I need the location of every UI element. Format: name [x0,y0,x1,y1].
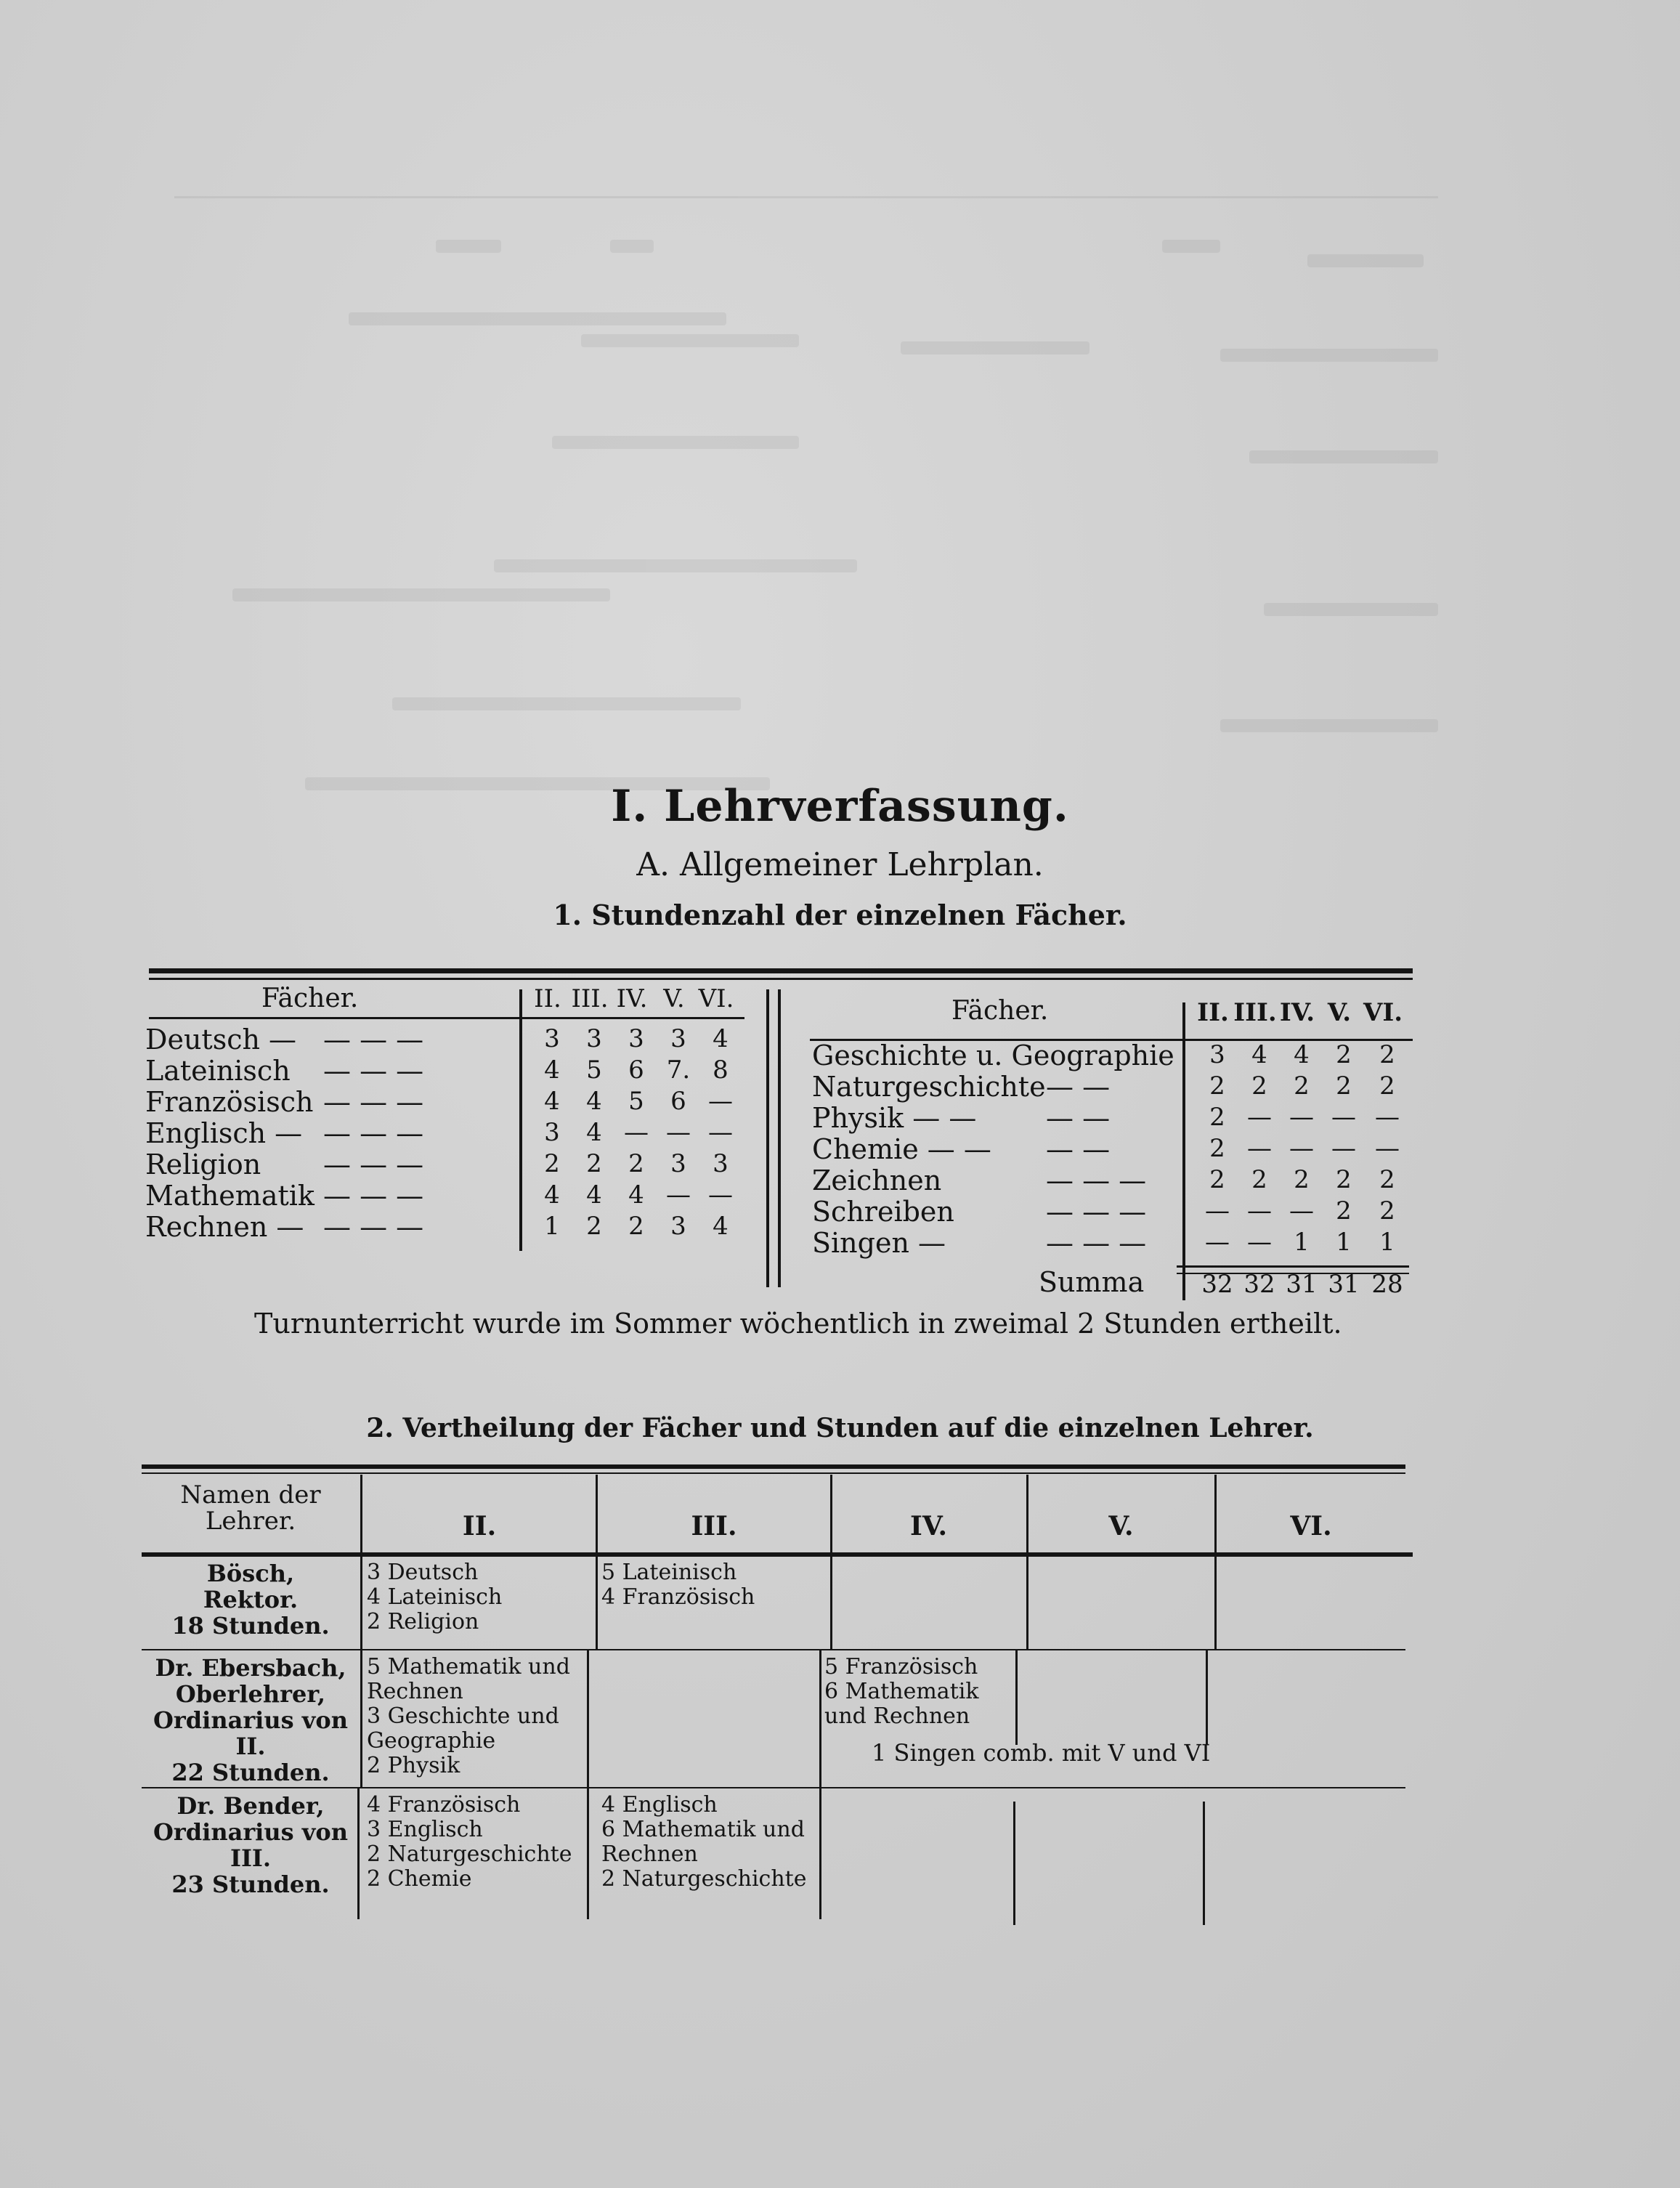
section2-heading: 2. Vertheilung der Fächer und Stunden auf die einzelnen Lehrer. [366,1413,1314,1443]
page-title: I. Lehrverfassung. [611,781,1069,832]
grade-column-header: II. [462,1511,497,1541]
hour-value: 4 [586,1118,602,1147]
subject-name: Singen — [812,1227,946,1259]
hour-value: 2 [628,1149,644,1178]
teacher-name-line: 23 Stunden. [171,1871,330,1898]
hour-value: 1 [1336,1228,1352,1257]
subject-assignment: 4 Lateinisch [367,1584,503,1610]
subject-name: Naturgeschichte [812,1071,1046,1103]
hour-value: — [1331,1134,1356,1163]
subject-assignment: 5 Mathematik und [367,1654,570,1680]
subject-assignment: und Rechnen [824,1703,970,1729]
page-subtitle: A. Allgemeiner Lehrplan. [636,846,1044,883]
hour-value: — [1375,1103,1400,1132]
hour-value: — [708,1118,733,1147]
teacher-name-line: Rektor. [203,1586,299,1613]
hour-value: 3 [1209,1040,1225,1069]
teacher-name-line: 22 Stunden. [171,1759,330,1786]
subject-assignment: 2 Naturgeschichte [367,1841,572,1867]
teacher-name-line: Bösch, [206,1560,295,1587]
hour-value: — [708,1087,733,1116]
subject-assignment: 6 Mathematik und [601,1817,805,1842]
right-subject-header: Fächer. [951,996,1049,1026]
teacher-name-line: 18 Stunden. [171,1612,330,1640]
hour-value: 2 [1209,1103,1225,1132]
hour-value: 2 [586,1212,602,1241]
hour-value: — [1375,1134,1400,1163]
subject-dashes: — — — [1046,1196,1147,1228]
hour-value: — [1289,1134,1314,1163]
subject-dashes: — — — [323,1180,424,1212]
left-grade-header: IV. [616,984,648,1013]
hour-value: 2 [1379,1040,1395,1069]
right-grade-header: II. [1197,998,1229,1027]
hour-value: 5 [628,1087,644,1116]
hour-value: — [666,1180,691,1210]
hour-value: 4 [713,1024,729,1053]
hour-value: 8 [713,1055,729,1085]
hour-value: 4 [1294,1040,1310,1069]
hour-value: — [1205,1196,1230,1225]
left-grade-header: V. [663,984,685,1013]
hour-value: 3 [628,1024,644,1053]
hour-value: 1 [1294,1228,1310,1257]
subject-dashes: — — [1046,1102,1111,1134]
subject-name: Rechnen — [145,1211,304,1243]
hour-value: — [1205,1228,1230,1257]
hour-value: 7. [666,1055,691,1085]
subject-assignment: 4 Englisch [601,1792,718,1818]
subject-assignment: 2 Physik [367,1753,460,1778]
left-grade-header: III. [571,984,609,1013]
subject-dashes: — — — [323,1211,424,1243]
hour-value: 2 [1336,1071,1352,1101]
grade-column-header: VI. [1290,1511,1332,1541]
hour-value: 4 [628,1180,644,1210]
right-grade-header: IV. [1279,998,1315,1027]
name-header-line-2: Lehrer. [205,1507,296,1536]
right-grade-header: V. [1327,998,1352,1027]
subject-dashes: — — [1046,1133,1111,1165]
subject-name: Lateinisch [145,1055,291,1087]
teacher-name-line: Ordinarius von III. [153,1818,348,1872]
teacher-name-line: Ordinarius von II. [153,1706,348,1760]
hour-value: 6 [670,1087,686,1116]
hour-value: 2 [628,1212,644,1241]
hour-value: — [1289,1103,1314,1132]
summa-value: 28 [1371,1270,1403,1299]
gymnastics-note: Turnunterricht wurde im Sommer wöchentlich in zweimal 2 Stunden ertheilt. [254,1308,1342,1340]
subject-name: Englisch — [145,1117,303,1149]
grade-column-header: V. [1108,1511,1134,1541]
hour-value: — [624,1118,649,1147]
subject-name: Deutsch — [145,1024,297,1055]
subject-assignment: 2 Chemie [367,1866,472,1892]
subject-assignment: 6 Mathematik [824,1679,979,1704]
hour-value: 4 [544,1087,560,1116]
section1-heading: 1. Stundenzahl der einzelnen Fächer. [553,899,1127,931]
hour-value: 4 [544,1180,560,1210]
subject-dashes: — — — [323,1055,424,1087]
teacher-name-line: Dr. Ebersbach, [155,1654,346,1682]
teacher-name-line: Dr. Bender, [176,1792,325,1820]
subject-dashes: — — — [1046,1227,1147,1259]
hour-value: 2 [1379,1071,1395,1101]
summa-value: 32 [1201,1270,1233,1299]
combined-singing-note: 1 Singen comb. mit V und VI [872,1739,1211,1767]
subject-assignment: 3 Geschichte und [367,1703,559,1729]
hour-value: 1 [544,1212,560,1241]
subject-dashes: — — — [323,1086,424,1118]
subject-assignment: 4 Französisch [367,1792,521,1818]
grade-column-header: III. [691,1511,737,1541]
hour-value: 2 [1336,1165,1352,1194]
hour-value: 2 [1294,1165,1310,1194]
hour-value: 3 [670,1149,686,1178]
hour-value: — [1247,1196,1272,1225]
hour-value: 3 [586,1024,602,1053]
right-grade-header: VI. [1363,998,1403,1027]
hour-value: 4 [713,1212,729,1241]
teacher-name [138,1655,363,1786]
hour-value: 3 [544,1118,560,1147]
hour-value: 4 [586,1087,602,1116]
summa-value: 31 [1286,1270,1318,1299]
subject-assignment: Geographie [367,1728,496,1754]
subject-name: Schreiben [812,1196,954,1228]
subject-dashes: — — — [1046,1164,1147,1196]
hour-value: 2 [1209,1134,1225,1163]
hour-value: 1 [1379,1228,1395,1257]
subject-name: Zeichnen [812,1164,942,1196]
name-header [145,1482,356,1534]
grade-column-header: IV. [909,1511,947,1541]
teacher-name [138,1793,363,1897]
name-header-line-1: Namen der [180,1480,321,1510]
subject-name: Geschichte u. Geographie [812,1040,1174,1071]
hour-value: 6 [628,1055,644,1085]
hour-value: — [1247,1228,1272,1257]
subject-name: Mathematik [145,1180,315,1212]
subject-assignment: Rechnen [601,1841,698,1867]
hour-value: 4 [544,1055,560,1085]
hour-value: — [1289,1196,1314,1225]
hour-value: 2 [544,1149,560,1178]
subject-assignment: Rechnen [367,1679,463,1704]
subject-dashes: — — — [323,1148,424,1180]
summa-label: Summa [1039,1266,1145,1298]
right-grade-header: III. [1233,998,1277,1027]
hour-value: 3 [670,1024,686,1053]
hour-value: 2 [1209,1165,1225,1194]
teacher-name [138,1560,363,1639]
subject-assignment: 3 Englisch [367,1817,483,1842]
hour-value: 3 [544,1024,560,1053]
hour-value: 2 [586,1149,602,1178]
left-subject-header: Fächer. [261,984,359,1013]
teacher-name-line: Oberlehrer, [175,1680,326,1708]
hour-value: 2 [1336,1196,1352,1225]
bleed-through-texture [174,196,1438,850]
hour-value: 2 [1336,1040,1352,1069]
subject-name: Französisch [145,1086,314,1118]
subject-assignment: 5 Französisch [824,1654,978,1680]
subject-assignment: 3 Deutsch [367,1560,479,1585]
subject-assignment: 2 Naturgeschichte [601,1866,807,1892]
hour-value: — [1331,1103,1356,1132]
hour-value: — [666,1118,691,1147]
hour-value: 2 [1251,1165,1267,1194]
hour-value: 4 [586,1180,602,1210]
subject-assignment: 4 Französisch [601,1584,755,1610]
subject-name: Chemie — — [812,1133,991,1165]
summa-value: 32 [1243,1270,1275,1299]
subject-assignment: 2 Religion [367,1609,479,1634]
hour-value: 2 [1251,1071,1267,1101]
subject-name: Physik — — [812,1102,977,1134]
hour-value: 2 [1379,1196,1395,1225]
hour-value: 3 [670,1212,686,1241]
hour-value: — [1247,1134,1272,1163]
hour-value: 4 [1251,1040,1267,1069]
hour-value: 2 [1379,1165,1395,1194]
hour-value: — [708,1180,733,1210]
hour-value: 5 [586,1055,602,1085]
summa-value: 31 [1328,1270,1360,1299]
left-grade-header: II. [534,984,561,1013]
subject-assignment: 5 Lateinisch [601,1560,737,1585]
hour-value: 2 [1294,1071,1310,1101]
hour-value: 2 [1209,1071,1225,1101]
subject-dashes: — — [1046,1071,1111,1103]
hour-value: — [1247,1103,1272,1132]
subject-dashes: — — — [323,1117,424,1149]
subject-dashes: — — — [323,1024,424,1055]
left-grade-header: VI. [698,984,734,1013]
hour-value: 3 [713,1149,729,1178]
subject-name: Religion [145,1148,261,1180]
